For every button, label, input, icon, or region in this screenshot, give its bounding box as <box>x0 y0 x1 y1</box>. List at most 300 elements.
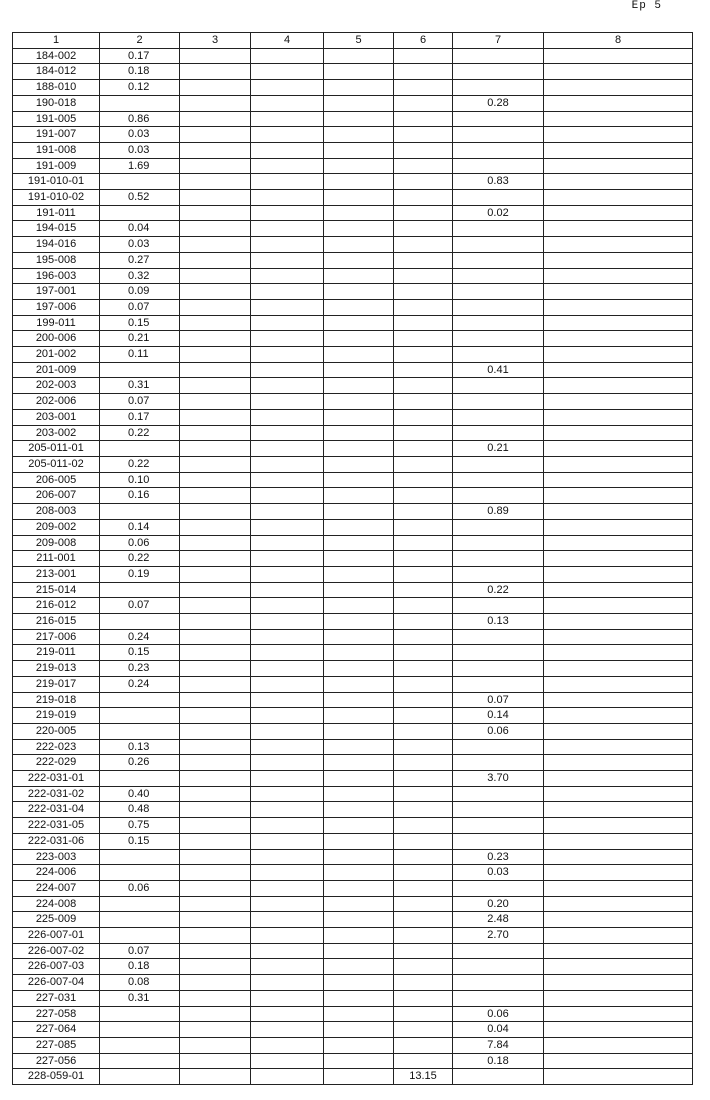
table-cell <box>453 598 544 614</box>
table-cell <box>544 268 693 284</box>
table-cell <box>324 64 394 80</box>
table-cell: 0.15 <box>100 315 180 331</box>
table-cell <box>180 755 251 771</box>
table-cell <box>544 142 693 158</box>
row-id-cell: 222-031-01 <box>13 771 100 787</box>
table-cell <box>251 142 324 158</box>
table-cell <box>453 127 544 143</box>
table-cell: 0.12 <box>100 80 180 96</box>
table-cell <box>324 409 394 425</box>
table-cell <box>394 362 453 378</box>
table-cell <box>394 598 453 614</box>
column-header-1: 1 <box>13 33 100 49</box>
table-row <box>13 221 693 237</box>
table-cell <box>251 362 324 378</box>
row-id-cell: 220-005 <box>13 723 100 739</box>
table-cell <box>100 692 180 708</box>
table-cell <box>394 331 453 347</box>
table-cell <box>180 786 251 802</box>
table-row <box>13 362 693 378</box>
table-row <box>13 252 693 268</box>
table-cell <box>453 221 544 237</box>
table-cell <box>100 441 180 457</box>
table-cell <box>544 708 693 724</box>
table-cell <box>100 771 180 787</box>
table-cell <box>453 425 544 441</box>
table-cell <box>251 943 324 959</box>
table-cell <box>251 425 324 441</box>
table-cell <box>394 284 453 300</box>
page-label: Ep 5 <box>631 0 662 12</box>
table-cell <box>324 598 394 614</box>
table-cell <box>544 849 693 865</box>
table-cell <box>100 849 180 865</box>
table-cell <box>251 959 324 975</box>
table-cell <box>453 111 544 127</box>
row-id-cell: 216-015 <box>13 614 100 630</box>
table-cell <box>180 456 251 472</box>
row-id-cell: 225-009 <box>13 912 100 928</box>
table-cell: 0.04 <box>453 1022 544 1038</box>
table-cell <box>180 912 251 928</box>
table-cell <box>453 378 544 394</box>
table-cell <box>251 331 324 347</box>
table-cell <box>180 614 251 630</box>
table-cell <box>453 252 544 268</box>
table-cell: 0.03 <box>453 865 544 881</box>
table-row <box>13 504 693 520</box>
table-cell <box>180 252 251 268</box>
table-cell <box>453 818 544 834</box>
table-cell <box>544 739 693 755</box>
table-cell <box>180 190 251 206</box>
table-cell: 0.03 <box>100 142 180 158</box>
table-cell <box>394 378 453 394</box>
row-id-cell: 196-003 <box>13 268 100 284</box>
table-cell <box>544 425 693 441</box>
table-cell <box>324 488 394 504</box>
table-cell <box>180 1022 251 1038</box>
row-id-cell: 215-014 <box>13 582 100 598</box>
table-cell <box>251 519 324 535</box>
table-row <box>13 95 693 111</box>
table-cell <box>394 692 453 708</box>
row-id-cell: 219-013 <box>13 661 100 677</box>
table-cell <box>324 205 394 221</box>
table-cell <box>324 378 394 394</box>
table-row <box>13 645 693 661</box>
table-cell <box>324 174 394 190</box>
table-cell <box>544 111 693 127</box>
table-cell <box>324 221 394 237</box>
table-cell <box>394 456 453 472</box>
table-cell: 0.23 <box>100 661 180 677</box>
table-cell <box>180 676 251 692</box>
row-id-cell: 223-003 <box>13 849 100 865</box>
row-id-cell: 209-002 <box>13 519 100 535</box>
row-id-cell: 188-010 <box>13 80 100 96</box>
table-cell <box>394 190 453 206</box>
row-id-cell: 201-002 <box>13 347 100 363</box>
table-cell <box>544 252 693 268</box>
table-cell <box>324 237 394 253</box>
table-cell <box>324 833 394 849</box>
table-cell <box>251 48 324 64</box>
table-row <box>13 441 693 457</box>
table-cell <box>453 519 544 535</box>
row-id-cell: 184-002 <box>13 48 100 64</box>
table-cell <box>544 205 693 221</box>
table-cell <box>100 896 180 912</box>
row-id-cell: 211-001 <box>13 551 100 567</box>
table-row <box>13 551 693 567</box>
table-cell <box>324 127 394 143</box>
row-id-cell: 201-009 <box>13 362 100 378</box>
row-id-cell: 228-059-01 <box>13 1069 100 1085</box>
table-cell <box>394 943 453 959</box>
table-cell <box>394 661 453 677</box>
table-cell <box>394 347 453 363</box>
table-cell: 0.75 <box>100 818 180 834</box>
table-row <box>13 378 693 394</box>
table-cell <box>544 692 693 708</box>
table-cell <box>453 535 544 551</box>
row-id-cell: 206-007 <box>13 488 100 504</box>
table-cell <box>324 755 394 771</box>
table-cell: 0.19 <box>100 566 180 582</box>
table-cell <box>100 614 180 630</box>
table-cell <box>324 268 394 284</box>
column-header-7: 7 <box>453 33 544 49</box>
table-row <box>13 127 693 143</box>
row-id-cell: 224-006 <box>13 865 100 881</box>
table-cell <box>544 394 693 410</box>
table-cell: 0.24 <box>100 629 180 645</box>
table-cell <box>544 237 693 253</box>
table-cell <box>394 959 453 975</box>
table-cell <box>544 221 693 237</box>
table-cell <box>180 959 251 975</box>
table-cell <box>180 535 251 551</box>
table-cell <box>394 237 453 253</box>
table-cell <box>544 614 693 630</box>
column-header-5: 5 <box>324 33 394 49</box>
table-row <box>13 347 693 363</box>
row-id-cell: 184-012 <box>13 64 100 80</box>
table-cell <box>324 80 394 96</box>
table-cell <box>251 190 324 206</box>
table-cell <box>544 158 693 174</box>
table-row <box>13 158 693 174</box>
column-header-8: 8 <box>544 33 693 49</box>
table-cell <box>324 661 394 677</box>
table-cell: 0.86 <box>100 111 180 127</box>
table-row <box>13 64 693 80</box>
table-cell <box>180 629 251 645</box>
table-cell <box>251 551 324 567</box>
table-cell <box>251 896 324 912</box>
table-cell: 0.89 <box>453 504 544 520</box>
table-cell <box>394 912 453 928</box>
table-cell <box>324 959 394 975</box>
table-cell <box>251 1053 324 1069</box>
table-cell <box>394 551 453 567</box>
table-cell <box>180 64 251 80</box>
table-cell <box>324 284 394 300</box>
table-cell <box>544 786 693 802</box>
table-cell <box>324 504 394 520</box>
table-row <box>13 614 693 630</box>
row-id-cell: 191-009 <box>13 158 100 174</box>
table-row <box>13 237 693 253</box>
table-cell <box>100 1006 180 1022</box>
table-row <box>13 880 693 896</box>
table-cell <box>180 645 251 661</box>
table-cell <box>324 771 394 787</box>
table-cell <box>251 64 324 80</box>
row-id-cell: 227-031 <box>13 990 100 1006</box>
table-cell <box>180 284 251 300</box>
table-cell <box>324 1006 394 1022</box>
row-id-cell: 197-006 <box>13 299 100 315</box>
table-row <box>13 912 693 928</box>
table-cell: 0.16 <box>100 488 180 504</box>
table-cell <box>394 535 453 551</box>
table-cell <box>394 158 453 174</box>
table-cell <box>544 629 693 645</box>
table-cell <box>251 912 324 928</box>
table-cell <box>394 111 453 127</box>
table-cell: 0.03 <box>100 237 180 253</box>
table-cell <box>544 127 693 143</box>
table-row <box>13 535 693 551</box>
table-cell <box>251 441 324 457</box>
table-cell: 0.11 <box>100 347 180 363</box>
table-cell <box>324 692 394 708</box>
table-cell: 0.32 <box>100 268 180 284</box>
table-cell <box>324 456 394 472</box>
table-cell: 2.70 <box>453 928 544 944</box>
table-cell <box>394 771 453 787</box>
table-cell <box>394 833 453 849</box>
table-cell <box>394 614 453 630</box>
table-row <box>13 990 693 1006</box>
header-row <box>13 33 693 49</box>
table-row <box>13 205 693 221</box>
table-cell <box>394 880 453 896</box>
table-cell <box>324 315 394 331</box>
table-cell <box>453 190 544 206</box>
table-cell <box>180 488 251 504</box>
table-cell <box>180 378 251 394</box>
table-cell <box>544 315 693 331</box>
table-cell <box>251 802 324 818</box>
row-id-cell: 191-007 <box>13 127 100 143</box>
table-cell <box>544 1006 693 1022</box>
table-cell <box>453 629 544 645</box>
table-cell <box>251 205 324 221</box>
table-cell <box>394 566 453 582</box>
table-cell <box>180 441 251 457</box>
table-cell <box>251 315 324 331</box>
table-cell <box>324 441 394 457</box>
row-id-cell: 222-023 <box>13 739 100 755</box>
table-row <box>13 739 693 755</box>
row-id-cell: 226-007-03 <box>13 959 100 975</box>
table-cell <box>324 865 394 881</box>
table-cell <box>544 409 693 425</box>
column-header-2: 2 <box>100 33 180 49</box>
table-cell <box>180 865 251 881</box>
table-cell <box>251 928 324 944</box>
table-cell <box>251 629 324 645</box>
table-cell <box>180 739 251 755</box>
row-id-cell: 202-003 <box>13 378 100 394</box>
table-cell <box>324 1022 394 1038</box>
table-cell <box>394 504 453 520</box>
table-cell <box>251 95 324 111</box>
table-cell <box>251 174 324 190</box>
table-cell <box>251 394 324 410</box>
row-id-cell: 219-018 <box>13 692 100 708</box>
table-cell <box>180 566 251 582</box>
table-cell <box>251 158 324 174</box>
table-cell <box>251 880 324 896</box>
table-cell <box>453 566 544 582</box>
table-cell <box>544 441 693 457</box>
row-id-cell: 224-007 <box>13 880 100 896</box>
table-cell <box>180 174 251 190</box>
table-cell <box>251 80 324 96</box>
row-id-cell: 227-058 <box>13 1006 100 1022</box>
table-cell: 0.52 <box>100 190 180 206</box>
table-cell <box>544 551 693 567</box>
table-cell <box>324 362 394 378</box>
row-id-cell: 226-007-04 <box>13 975 100 991</box>
table-cell <box>251 645 324 661</box>
row-id-cell: 206-005 <box>13 472 100 488</box>
table-cell <box>394 990 453 1006</box>
table-row <box>13 519 693 535</box>
table-cell <box>394 723 453 739</box>
table-cell <box>180 1069 251 1085</box>
table-cell <box>453 990 544 1006</box>
table-row <box>13 833 693 849</box>
table-cell <box>544 771 693 787</box>
row-id-cell: 202-006 <box>13 394 100 410</box>
table-cell <box>251 676 324 692</box>
table-row <box>13 692 693 708</box>
table-cell <box>251 409 324 425</box>
table-row <box>13 755 693 771</box>
table-cell <box>394 95 453 111</box>
table-row <box>13 629 693 645</box>
table-cell <box>324 48 394 64</box>
table-cell <box>180 928 251 944</box>
table-cell <box>324 896 394 912</box>
row-id-cell: 191-008 <box>13 142 100 158</box>
table-cell: 0.07 <box>100 598 180 614</box>
table-cell <box>394 708 453 724</box>
table-cell: 0.21 <box>453 441 544 457</box>
table-cell <box>453 48 544 64</box>
table-cell: 0.22 <box>453 582 544 598</box>
table-cell <box>394 409 453 425</box>
row-id-cell: 205-011-02 <box>13 456 100 472</box>
table-cell <box>180 425 251 441</box>
table-cell <box>180 708 251 724</box>
table-cell <box>394 896 453 912</box>
table-cell <box>251 975 324 991</box>
table-cell: 0.14 <box>453 708 544 724</box>
data-table <box>12 32 693 1085</box>
row-id-cell: 191-005 <box>13 111 100 127</box>
table-cell <box>453 943 544 959</box>
table-cell <box>453 975 544 991</box>
table-cell: 0.23 <box>453 849 544 865</box>
table-cell <box>324 425 394 441</box>
table-cell <box>251 535 324 551</box>
row-id-cell: 195-008 <box>13 252 100 268</box>
row-id-cell: 200-006 <box>13 331 100 347</box>
table-cell <box>544 504 693 520</box>
table-cell: 0.83 <box>453 174 544 190</box>
table-cell <box>394 802 453 818</box>
table-cell <box>251 1038 324 1054</box>
table-cell: 0.09 <box>100 284 180 300</box>
table-cell <box>324 519 394 535</box>
table-cell: 0.08 <box>100 975 180 991</box>
row-id-cell: 205-011-01 <box>13 441 100 457</box>
table-cell <box>180 221 251 237</box>
table-cell <box>394 1053 453 1069</box>
table-cell <box>394 676 453 692</box>
table-cell: 0.06 <box>453 723 544 739</box>
table-cell <box>544 582 693 598</box>
table-row <box>13 111 693 127</box>
table-cell: 13.15 <box>394 1069 453 1085</box>
table-cell <box>251 378 324 394</box>
table-cell <box>394 1022 453 1038</box>
table-cell <box>544 880 693 896</box>
table-cell <box>544 80 693 96</box>
table-cell <box>251 284 324 300</box>
table-cell <box>544 456 693 472</box>
row-id-cell: 217-006 <box>13 629 100 645</box>
table-cell <box>394 299 453 315</box>
table-cell <box>544 362 693 378</box>
table-cell <box>544 990 693 1006</box>
table-cell: 2.48 <box>453 912 544 928</box>
table-cell <box>100 865 180 881</box>
table-cell <box>251 818 324 834</box>
table-cell <box>324 111 394 127</box>
table-cell <box>394 394 453 410</box>
table-row <box>13 1038 693 1054</box>
table-cell <box>324 723 394 739</box>
table-row <box>13 865 693 881</box>
table-cell <box>251 488 324 504</box>
table-cell: 0.07 <box>100 299 180 315</box>
table-cell <box>324 912 394 928</box>
table-cell: 0.48 <box>100 802 180 818</box>
table-cell: 0.06 <box>453 1006 544 1022</box>
table-cell <box>453 1069 544 1085</box>
table-cell <box>394 315 453 331</box>
table-cell <box>180 833 251 849</box>
row-id-cell: 203-002 <box>13 425 100 441</box>
table-row <box>13 661 693 677</box>
